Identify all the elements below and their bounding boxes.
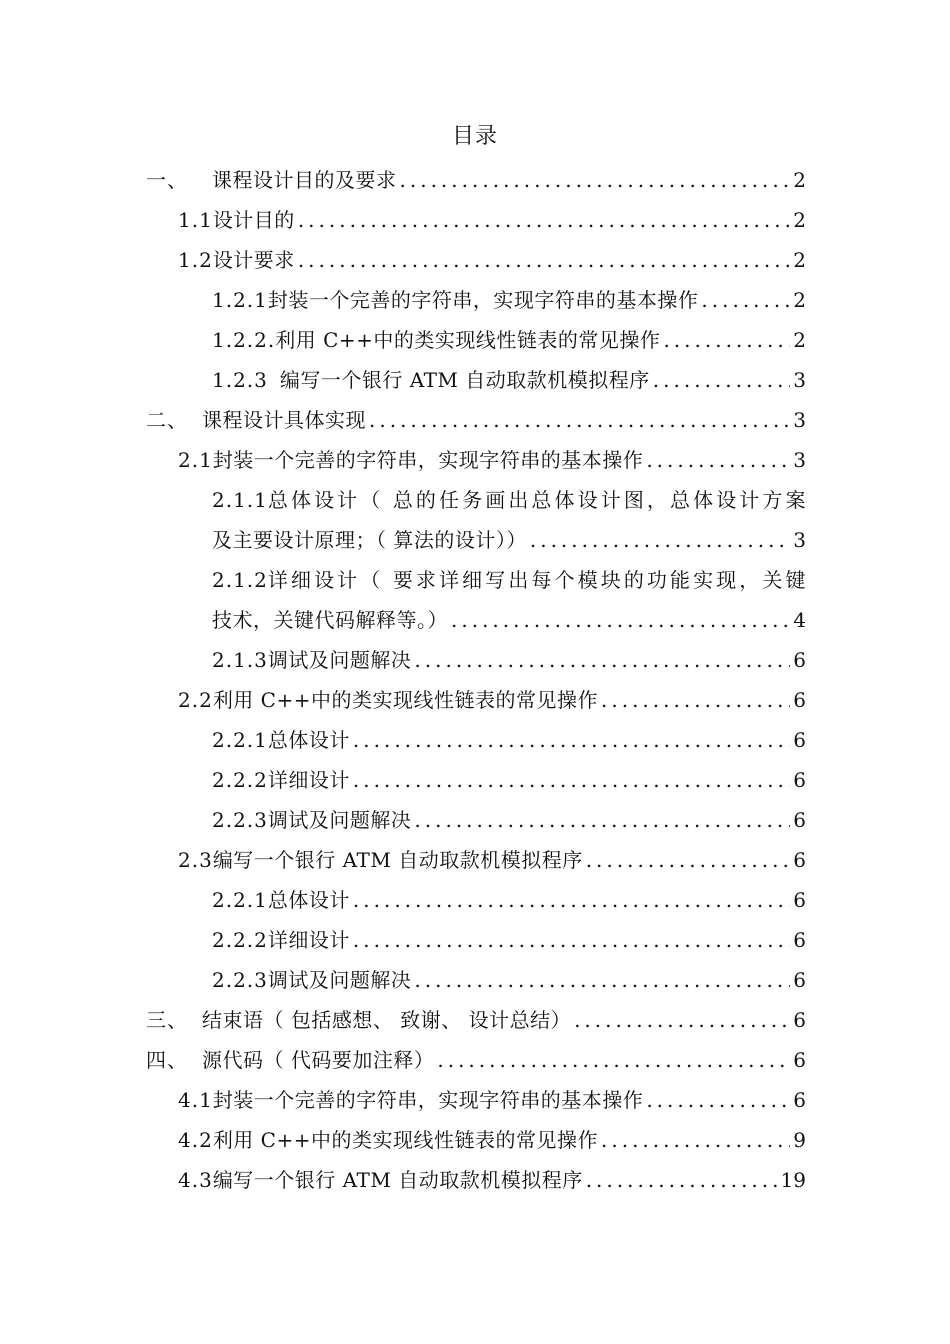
toc-entry-title: 源代码（ 代码要加注释） [202,1048,435,1072]
toc-entry[interactable] [0,920,950,960]
toc-entry-number: 2.2.3 [212,968,268,992]
toc-entry-title: 设计目的 [212,208,295,232]
toc-entry-page: 6 [793,1088,806,1112]
toc-entry-number: 2.1.1 [212,488,268,512]
toc-entry[interactable] [0,200,950,240]
dot-leader [601,680,790,720]
table-of-contents [0,160,950,1200]
toc-entry-number: 二、 [146,408,188,432]
toc-entry-page: 2 [793,208,806,232]
toc-entry-page: 2 [793,328,806,352]
toc-entry-title: 及主要设计原理；（ 算法的设计）） [212,528,527,552]
toc-entry-number: 2.1.3 [212,648,268,672]
dot-leader [353,720,790,760]
toc-entry-title: 封装一个完善的字符串，实现字符串的基本操作 [212,1088,644,1112]
toc-entry-title: 总体设计 [267,888,350,912]
dot-leader [646,1080,790,1120]
toc-entry-number: 1.2.3 [212,368,268,392]
dot-leader [701,280,790,320]
dot-leader [369,400,790,440]
toc-entry-page: 6 [793,688,806,712]
toc-entry-number: 一、 [146,168,188,192]
toc-entry-number: 4.1 [178,1088,213,1112]
dot-leader [586,840,791,880]
dot-leader [437,1040,790,1080]
toc-entry-page: 19 [780,1168,806,1192]
toc-entry-page: 6 [793,808,806,832]
toc-entry-title: 调试及问题解决 [267,808,412,832]
toc-entry-page: 6 [793,888,806,912]
dot-leader [414,800,790,840]
toc-entry[interactable] [0,1000,950,1040]
toc-entry[interactable] [0,720,950,760]
toc-entry-number: 四、 [146,1048,188,1072]
toc-entry-title: 利用 C++中的类实现线性链表的常见操作 [275,328,661,352]
toc-entry[interactable] [0,480,950,520]
toc-entry-page: 6 [793,1048,806,1072]
toc-entry-number: 1.2.2. [212,328,276,352]
dot-leader [298,200,790,240]
toc-entry-title: 详细设计 [267,768,350,792]
toc-entry[interactable] [0,240,950,280]
toc-entry-page: 6 [793,728,806,752]
toc-entry-title: 课程设计具体实现 [202,408,366,432]
toc-entry[interactable] [0,360,950,400]
toc-entry-number: 2.2.3 [212,808,268,832]
dot-leader [646,440,790,480]
toc-entry-page: 6 [793,1008,806,1032]
toc-entry-page: 3 [793,408,806,432]
toc-entry[interactable] [0,680,950,720]
toc-entry-page: 2 [793,288,806,312]
toc-entry-page: 6 [793,768,806,792]
toc-entry-title: 总体设计 [267,728,350,752]
dot-leader [298,240,790,280]
toc-entry-title: 封装一个完善的字符串，实现字符串的基本操作 [212,448,644,472]
toc-entry-title: 调试及问题解决 [267,648,412,672]
dot-leader [601,1120,790,1160]
toc-entry-number: 2.2.1 [212,728,268,752]
toc-entry-number: 1.1 [178,208,213,232]
toc-entry-title: 编写一个银行 ATM 自动取款机模拟程序 [212,848,583,872]
toc-entry-page: 6 [793,848,806,872]
toc-entry-page: 6 [793,648,806,672]
dot-leader [353,760,790,800]
toc-entry-title: 总体设计（ 总的任务画出总体设计图，总体设计方案 [267,488,806,512]
toc-entry[interactable] [0,320,950,360]
dot-leader [586,1160,778,1200]
toc-entry-title: 调试及问题解决 [267,968,412,992]
toc-entry[interactable] [0,1120,950,1160]
toc-entry[interactable] [0,880,950,920]
toc-entry-page: 3 [793,368,806,392]
toc-entry[interactable] [0,560,950,600]
toc-entry-page: 3 [793,448,806,472]
toc-entry-page: 4 [793,608,806,632]
toc-title: 目录 [451,124,498,149]
dot-leader [414,640,790,680]
dot-leader [353,880,790,920]
toc-entry-continuation[interactable] [0,520,950,560]
toc-entry-continuation[interactable] [0,600,950,640]
toc-entry[interactable] [0,160,950,200]
toc-entry-title: 利用 C++中的类实现线性链表的常见操作 [212,1128,598,1152]
toc-entry-page: 3 [793,528,806,552]
toc-entry-title: 编写一个银行 ATM 自动取款机模拟程序 [212,1168,583,1192]
toc-entry[interactable] [0,800,950,840]
toc-entry-number: 2.1.2 [212,568,268,592]
toc-entry-page: 2 [793,168,806,192]
toc-entry-page: 6 [793,968,806,992]
toc-entry[interactable] [0,280,950,320]
toc-entry-number: 2.2.1 [212,888,268,912]
toc-entry[interactable] [0,760,950,800]
toc-entry[interactable] [0,960,950,1000]
toc-entry-number: 1.2.1 [212,288,268,312]
toc-entry-title: 课程设计目的及要求 [212,168,397,192]
toc-entry-title: 技术，关键代码解释等。） [212,608,448,632]
toc-entry-number: 1.2 [178,248,213,272]
toc-entry[interactable] [0,640,950,680]
toc-entry[interactable] [0,1160,950,1200]
toc-entry-number: 2.3 [178,848,213,872]
dot-leader [414,960,790,1000]
toc-entry[interactable] [0,400,950,440]
dot-leader [663,320,790,360]
toc-entry[interactable] [0,1040,950,1080]
toc-entry-title: 详细设计 [267,928,350,952]
toc-entry-title: 利用 C++中的类实现线性链表的常见操作 [212,688,598,712]
toc-entry-title: 结束语（ 包括感想、 致谢、 设计总结） [202,1008,572,1032]
dot-leader [574,1000,790,1040]
dot-leader [530,520,790,560]
toc-entry-page: 6 [793,928,806,952]
toc-entry-number: 4.3 [178,1168,213,1192]
toc-entry-page: 2 [793,248,806,272]
toc-entry[interactable] [0,1080,950,1120]
toc-entry-title: 设计要求 [212,248,295,272]
toc-entry-number: 4.2 [178,1128,213,1152]
toc-entry-number: 三、 [146,1008,188,1032]
toc-entry-number: 2.1 [178,448,213,472]
dot-leader [400,160,791,200]
toc-entry[interactable] [0,440,950,480]
dot-leader [653,360,790,400]
toc-entry-title: 封装一个完善的字符串，实现字符串的基本操作 [267,288,699,312]
toc-entry-title: 编写一个银行 ATM 自动取款机模拟程序 [279,368,650,392]
toc-entry-number: 2.2 [178,688,213,712]
dot-leader [353,920,790,960]
dot-leader [451,600,790,640]
toc-entry-number: 2.2.2 [212,768,268,792]
toc-entry[interactable] [0,840,950,880]
toc-entry-number: 2.2.2 [212,928,268,952]
toc-entry-title: 详细设计（ 要求详细写出每个模块的功能实现，关键 [267,568,806,592]
toc-entry-page: 9 [793,1128,806,1152]
